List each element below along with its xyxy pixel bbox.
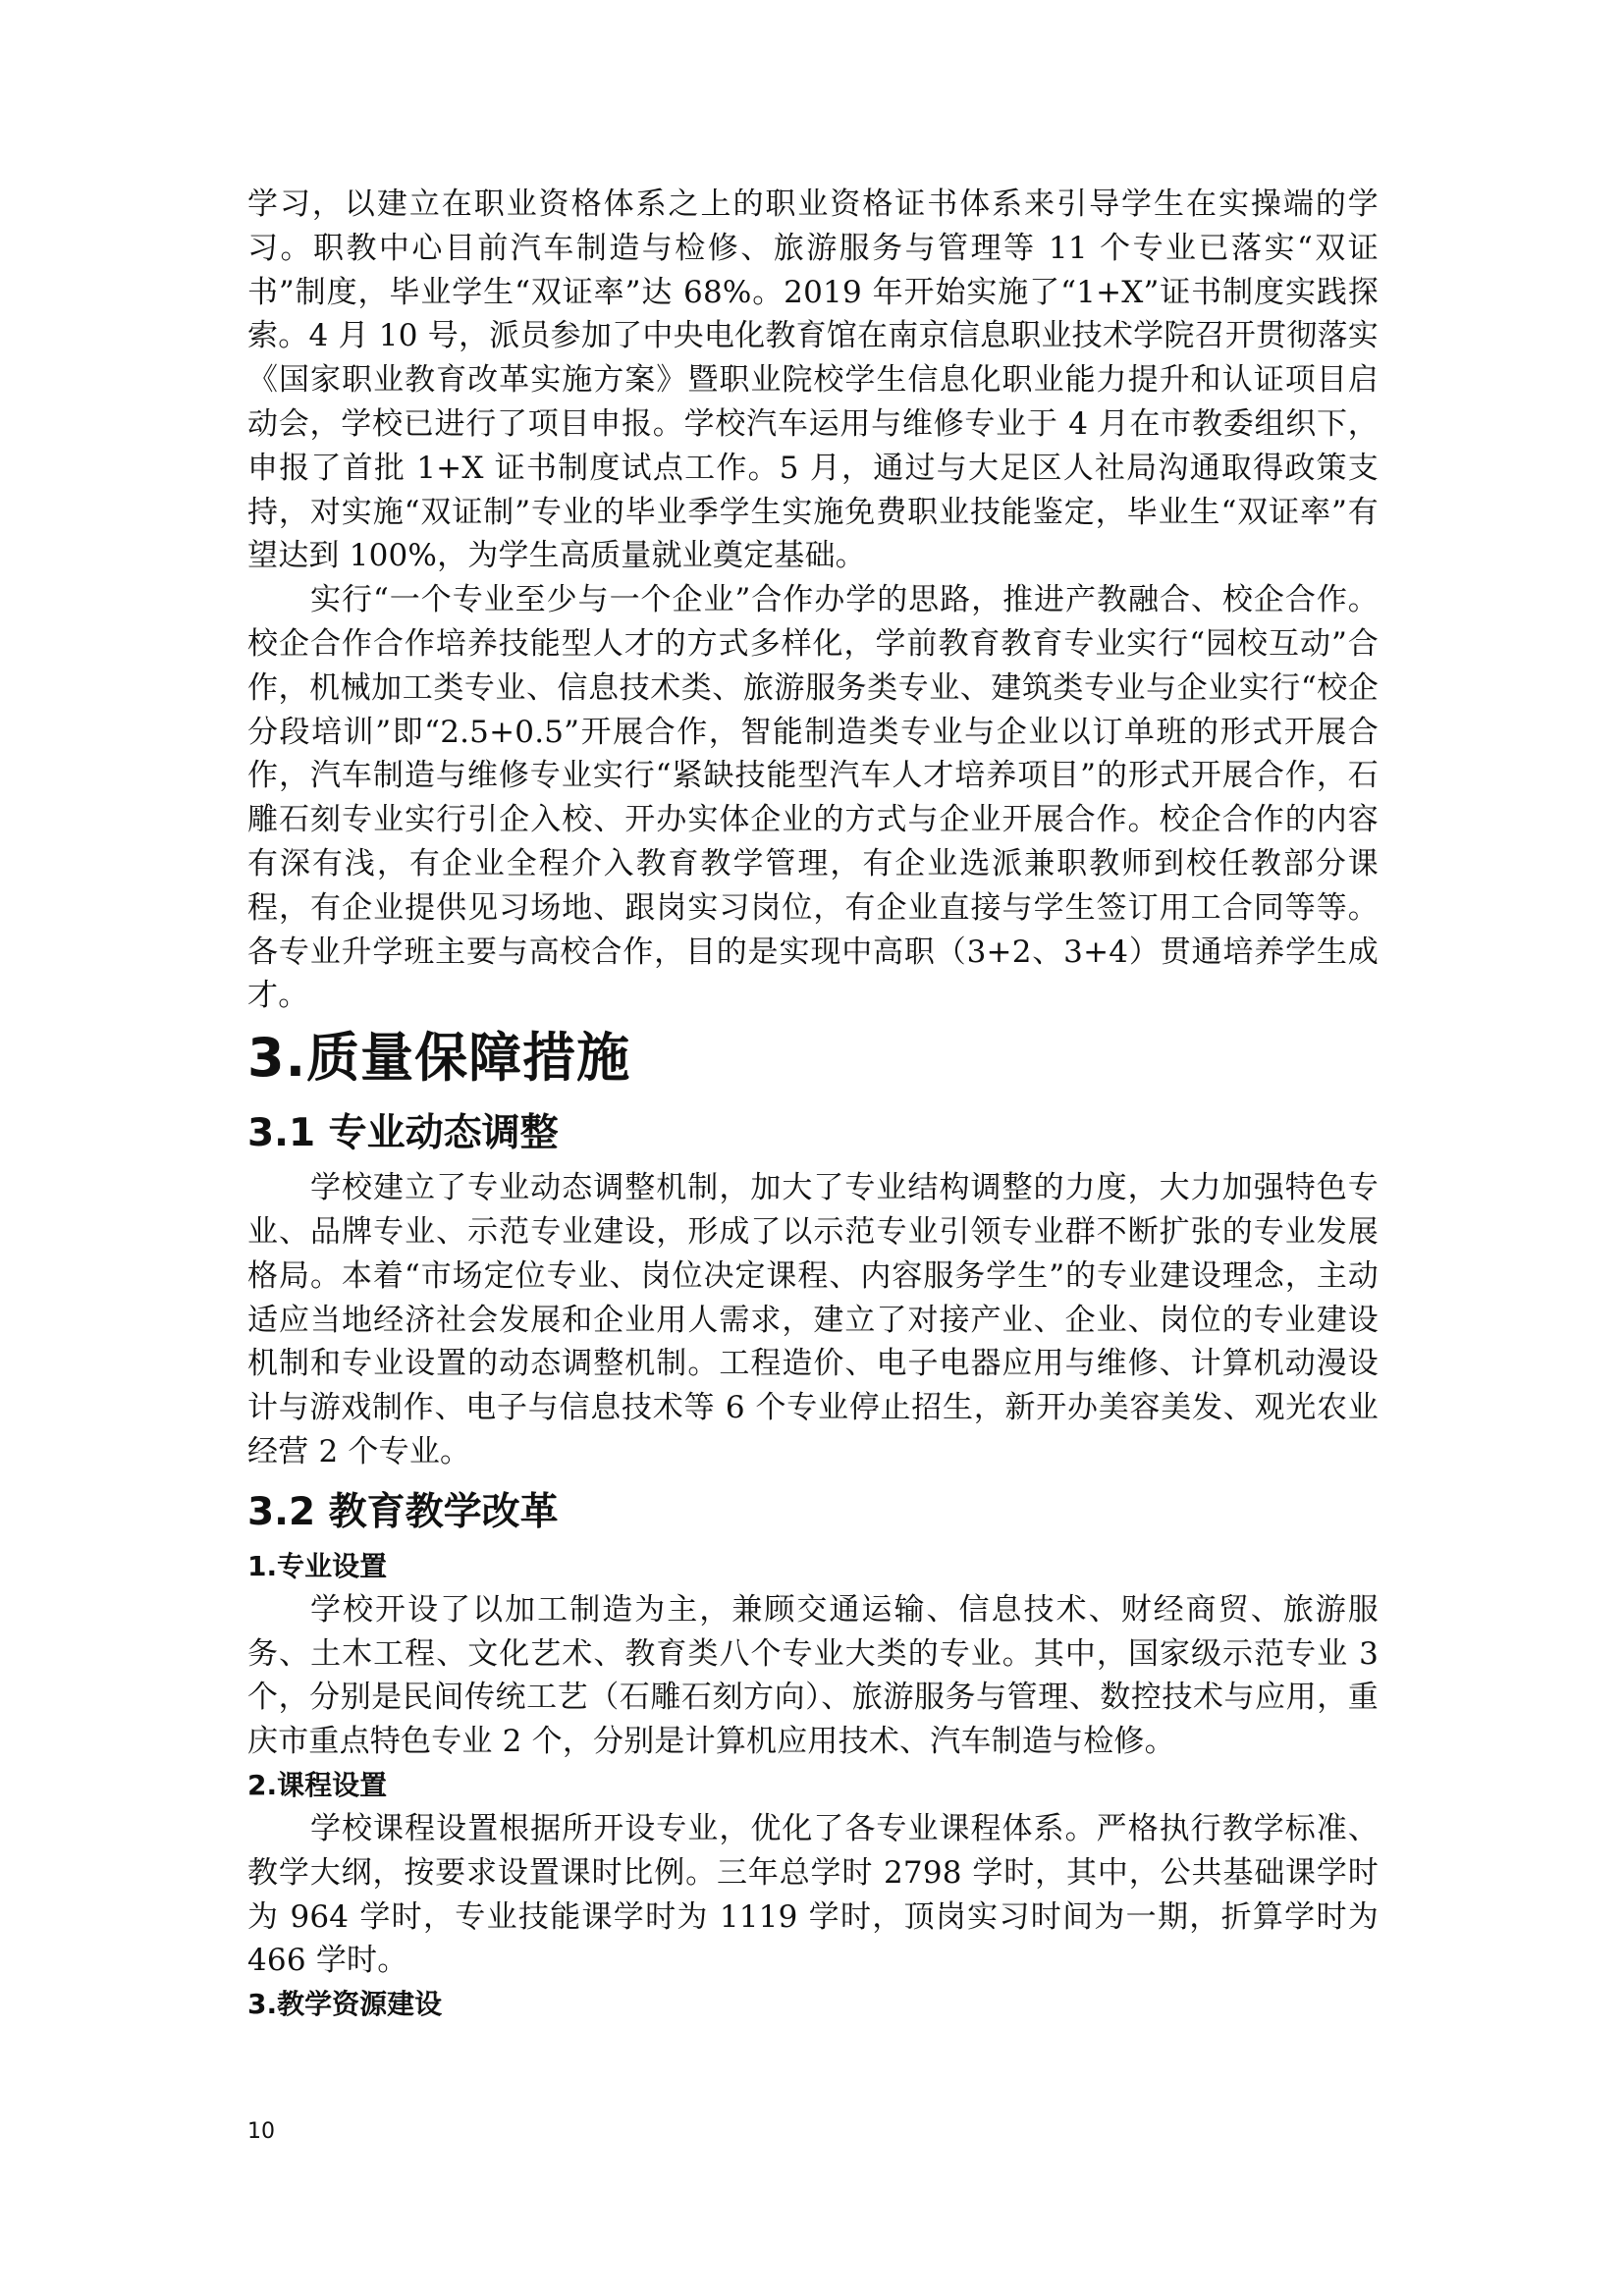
page-number: 10	[247, 2119, 275, 2144]
page-content	[247, 183, 1379, 2026]
major-setup-paragraph: 学校开设了以加工制造为主，兼顾交通运输、信息技术、财经商贸、旅游服务、土木工程、文化艺术、教育类八个专业大类的专业。其中，国家级示范专业 3 个，分别是民间传统工艺（石雕石刻方向）、旅游服务与管理、数控技术与应用，重庆市重点特色专业 2 个，分别是计算机应用技术、汽车制造与检修。	[247, 1591, 1379, 1760]
continuation-paragraph: 学习，以建立在职业资格体系之上的职业资格证书体系来引导学生在实操端的学习。职教中心目前汽车制造与检修、旅游服务与管理等 11 个专业已落实“双证书”制度，毕业学生“双证率”达 68%。2019 年开始实施了“1+X”证书制度实践探索。4 月 10 号，派员参加了中央电化教育馆在南京信息职业技术学院召开贯彻落实《国家职业教育改革实施方案》暨职业院校学生信息化职业能力提升和认证项目启动会，学校已进行了项目申报。学校汽车运用与维修专业于 4 月在市教委组织下，申报了首批 1+X 证书制度试点工作。5 月，通过与大足区人社局沟通取得政策支持，对实施“双证制”专业的毕业季学生实施免费职业技能鉴定，毕业生“双证率”有望达到 100%，为学生高质量就业奠定基础。	[247, 187, 1379, 574]
dynamic-adjustment-paragraph: 学校建立了专业动态调整机制，加大了专业结构调整的力度，大力加强特色专业、品牌专业、示范专业建设，形成了以示范专业引领专业群不断扩张的专业发展格局。本着“市场定位专业、岗位决定课程、内容服务学生”的专业建设理念，主动适应当地经济社会发展和企业用人需求，建立了对接产业、企业、岗位的专业建设机制和专业设置的动态调整机制。工程造价、电子电器应用与维修、计算机动漫设计与游戏制作、电子与信息技术等 6 个专业停止招生，新开办美容美发、观光农业经营 2 个专业。	[247, 1170, 1379, 1469]
item-heading-major-setup: 1.专业设置	[247, 1549, 388, 1582]
subsection-heading-teaching-reform: 3.2 教育教学改革	[247, 1489, 559, 1534]
subsection-heading-dynamic-adjustment: 3.1 专业动态调整	[247, 1111, 559, 1156]
course-setup-paragraph: 学校课程设置根据所开设专业，优化了各专业课程体系。严格执行教学标准、教学大纲，按要求设置课时比例。三年总学时 2798 学时，其中，公共基础课学时为 964 学时，专业技能课学时为 1119 学时，顶岗实习时间为一期，折算学时为 466 学时。	[247, 1810, 1379, 1979]
section-heading-quality-assurance: 3.质量保障措施	[247, 1027, 631, 1090]
item-heading-course-setup: 2.课程设置	[247, 1768, 388, 1801]
cooperation-paragraph: 实行“一个专业至少与一个企业”合作办学的思路，推进产教融合、校企合作。校企合作合作培养技能型人才的方式多样化，学前教育教育专业实行“园校互动”合作，机械加工类专业、信息技术类、旅游服务类专业、建筑类专业与企业实行“校企分段培训”即“2.5+0.5”开展合作，智能制造类专业与企业以订单班的形式开展合作，汽车制造与维修专业实行“紧缺技能型汽车人才培养项目”的形式开展合作，石雕石刻专业实行引企入校、开办实体企业的方式与企业开展合作。校企合作的内容有深有浅，有企业全程介入教育教学管理，有企业选派兼职教师到校任教部分课程，有企业提供见习场地、跟岗实习岗位，有企业直接与学生签订用工合同等等。各专业升学班主要与高校合作，目的是实现中高职（3+2、3+4）贯通培养学生成才。	[247, 582, 1379, 1014]
item-heading-teaching-resources: 3.教学资源建设	[247, 1988, 443, 2021]
